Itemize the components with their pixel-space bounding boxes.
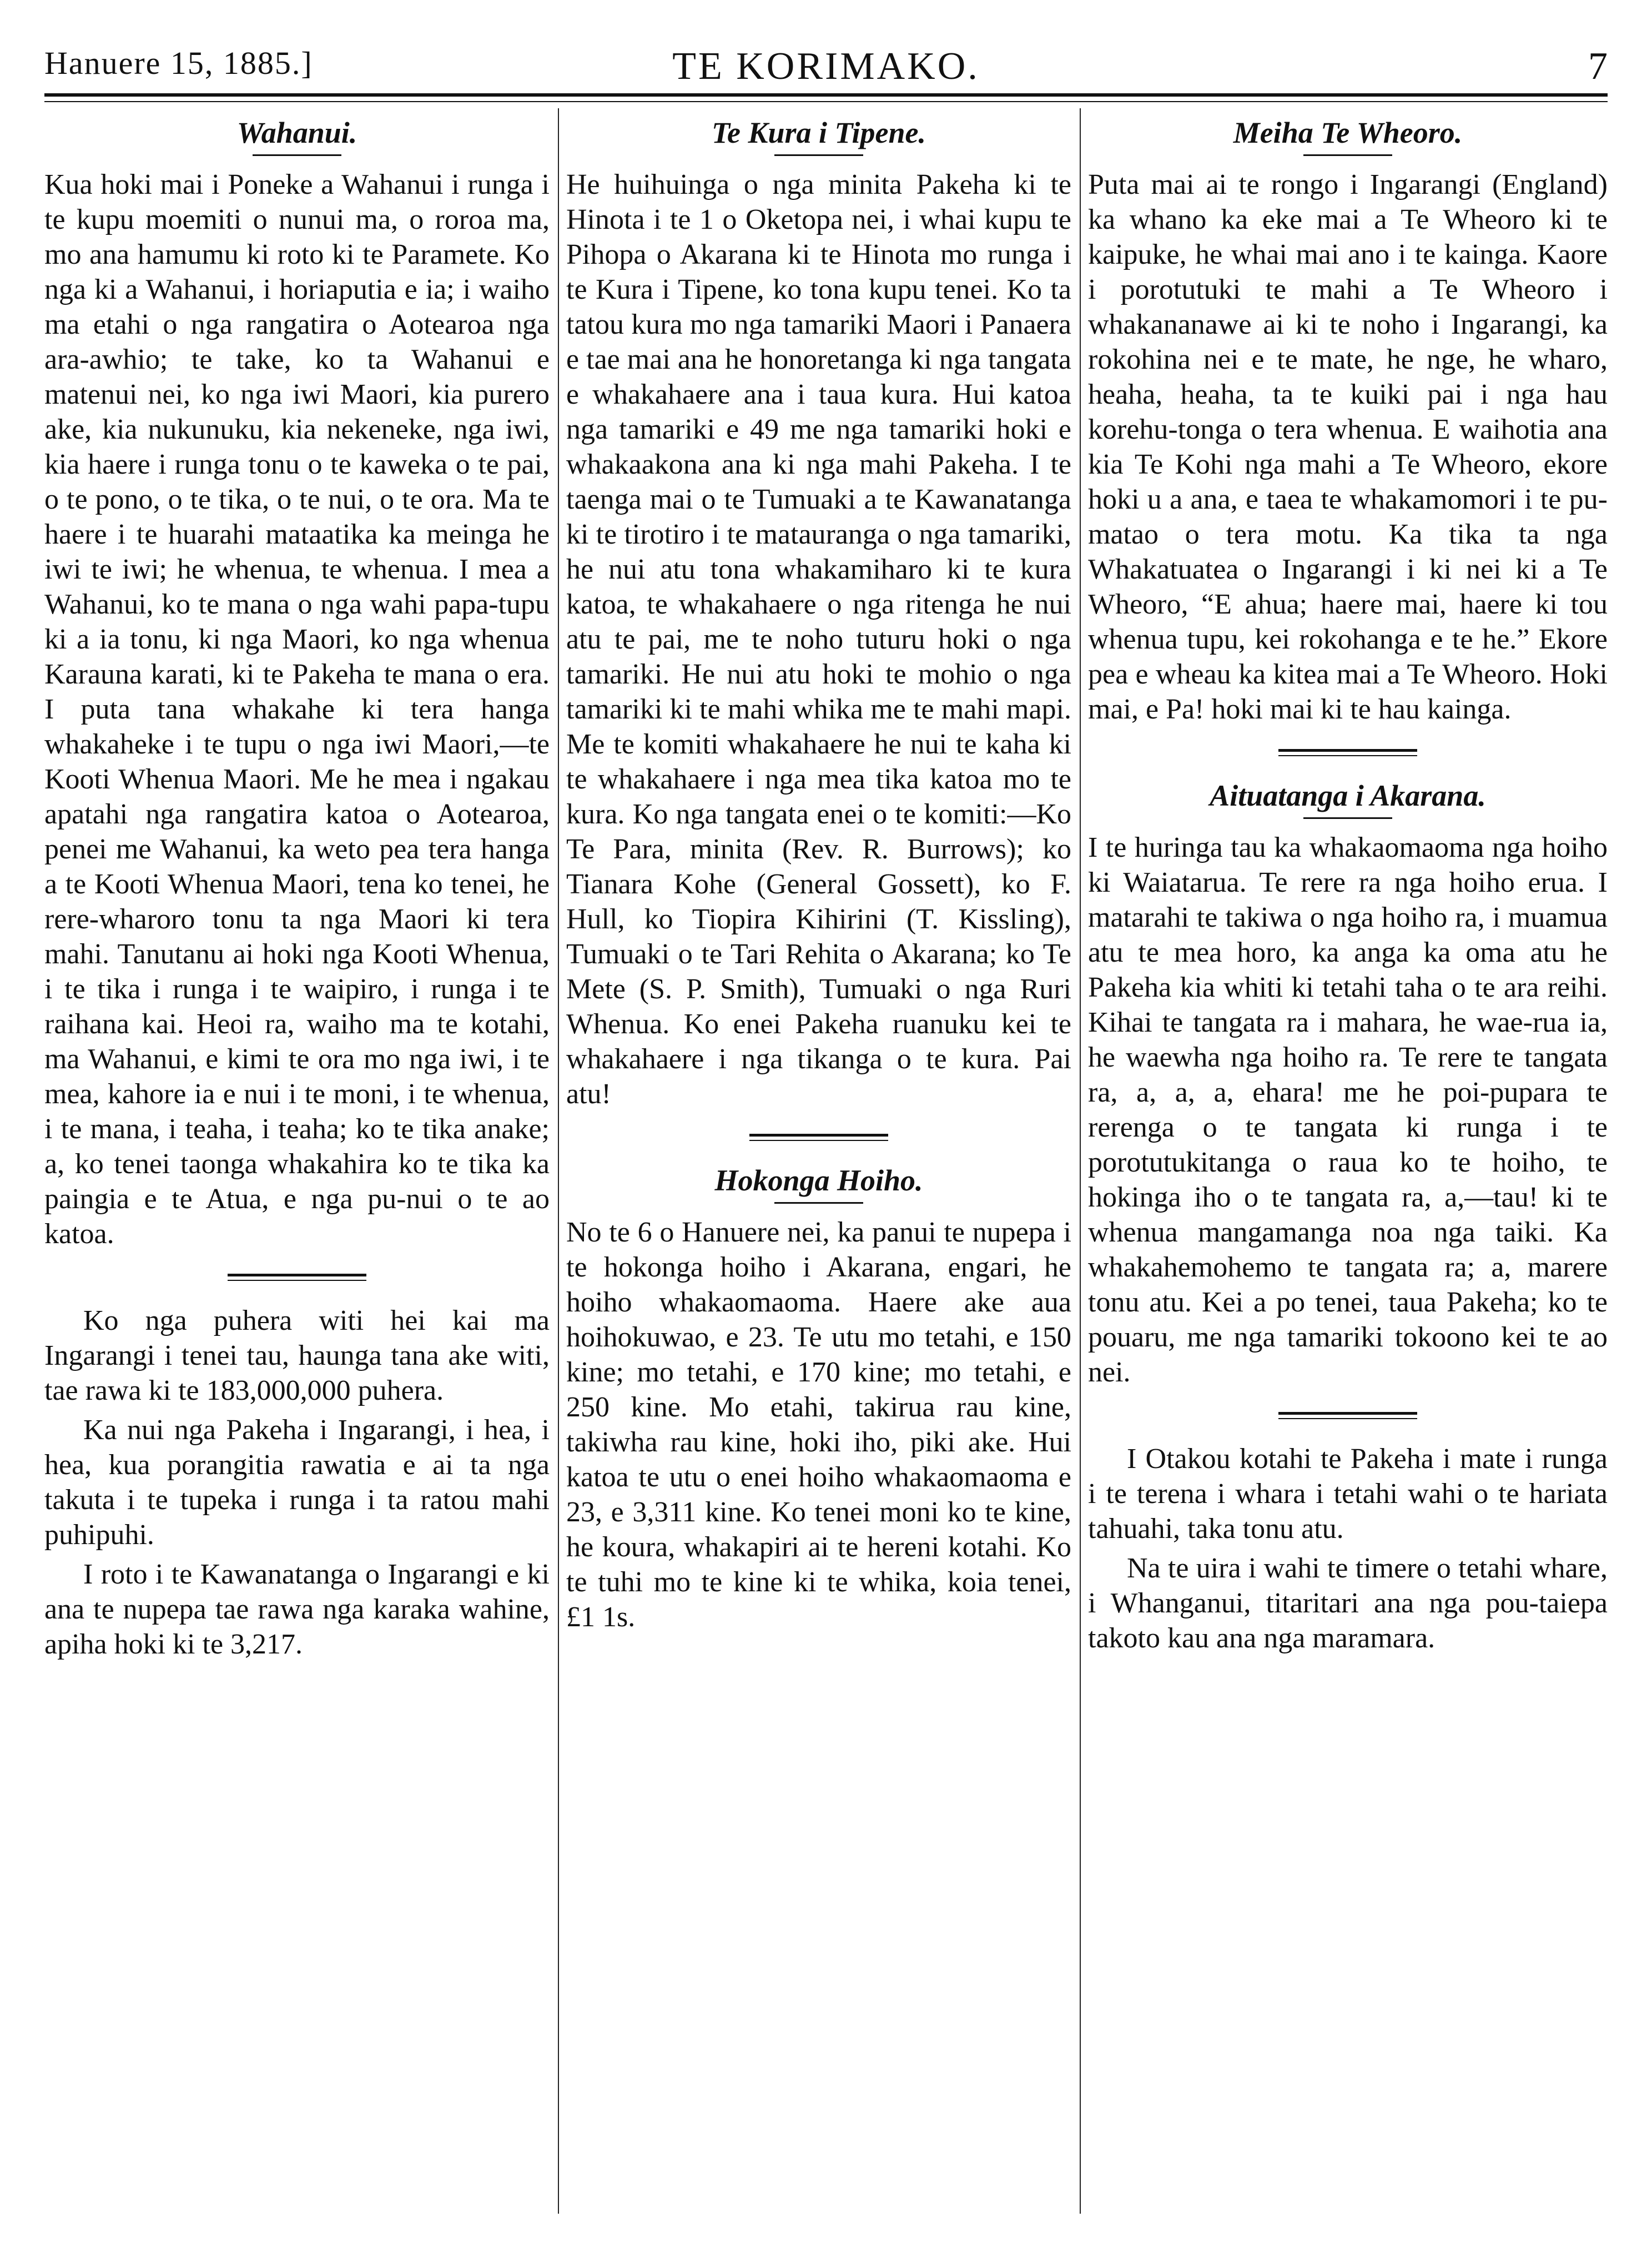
paragraph-tupeka: Ka nui nga Pakeha i Ingarangi, i hea, i hea, kua porangitia rawatia e ai ta nga takuta i te tupeka i runga i ta ratou mahi puhipuhi. bbox=[44, 1414, 550, 1551]
title-underline bbox=[1303, 817, 1392, 819]
header-rule-thin bbox=[44, 101, 1608, 102]
article-title-hoiho: Hokonga Hoiho. bbox=[714, 1164, 923, 1197]
paragraph-witi: Ko nga puhera witi hei kai ma Ingarangi i tenei tau, haunga tana ake witi, tae rawa ki te 183,000,000 puhera. bbox=[44, 1305, 550, 1406]
article-title-meiha: Meiha Te Wheoro. bbox=[1233, 116, 1463, 149]
paragraph-kawanatanga: I roto i te Kawanatanga o Ingarangi e ki ana te nupepa tae rawa nga karaka wahine, apiha hoki ki te 3,217. bbox=[44, 1559, 550, 1660]
title-underline bbox=[774, 154, 863, 156]
paragraph-whanganui: Na te uira i wahi te timere o tetahi whare, i Whanganui, titaritari ana nga pou-taiepa takoto kau ana nga maramara. bbox=[1088, 1552, 1608, 1654]
column-divider-1 bbox=[558, 108, 559, 2214]
title-underline bbox=[774, 1202, 863, 1204]
article-body-kura: He huihuinga o nga minita Pakeha ki te Hinota i te 1 o Oketopa nei, i whai kupu te Pihopa o Akarana ki te Hinota mo runga i te Kura i Tipene, ko tona kupu tenei. Ko ta tatou kura mo nga tamariki Maori i Panaera e tae mai ana he honoretanga ki nga tangata e whakahaere ana i taua kura. Hui katoa nga tamariki e 49 me nga tamariki hoki e whakaakona ana ki nga mahi Pakeha. I te taenga mai o te Tumuaki a te Kawanatanga ki te tirotiro i te matauranga o nga tamariki, he nui atu tona whakamiharo ki te kura katoa, te whakahaere o nga ritenga he nui atu te pai, me te noho tuturu hoki o nga tamariki. He nui atu hoki te mohio o nga tamariki ki te mahi whika me te mahi mapi. Me te komiti whakahaere he nui te kaha ki te whakahaere i nga mea tika katoa mo te kura. Ko nga tangata enei o te komiti:—Ko Te Para, minita (Rev. R. Burrows); ko Tianara Kohe (General Gossett), ko F. Hull, ko Tiopira Kihirini (T. Kissling), Tumuaki o te Tari Rehita o Akarana; ko Te Mete (S. P. Smith), Tumuaki o nga Ruri Whenua. Ko enei Pakeha ruanuku kei te whakahaere i nga tikanga o te kura. Pai atu! bbox=[566, 169, 1071, 1110]
article-body-wahanui: Kua hoki mai i Poneke a Wahanui i runga i te kupu moemiti o nunui ma, o roroa ma, mo ana hamumu ki roto ki te Paramete. Ko nga ki a Wahanui, i horiaputia e ia; i waiho ma etahi o nga rangatira o Aotearoa nga ara-awhio; te take, ko ta Wahanui e matenui nei, ko nga iwi Maori, kia purero ake, kia nukunuku, kia nekeneke, nga iwi, kia haere i runga tonu o te kaweka o te pai, o te pono, o te tika, o te nui, o te ora. Ma te haere i te huarahi mataatika ka meinga he iwi te iwi; he whenua, te whenua. I mea a Wahanui, ko te mana o nga wahi papa-tupu ki a ia tonu, ki nga Maori, ko nga whenua Karauna karati, ki te Pakeha te mana o era. I puta tana whakahe ki tera hanga whakaheke i te tupu o nga iwi Maori,—te Kooti Whenua Maori. Me he mea i ngakau apatahi nga rangatira katoa o Aotearoa, penei me Wahanui, ka weto pea tera hanga a te Kooti Whenua Maori, tena ko tenei, he rere-wharoro tonu ta nga Maori ki tera mahi. Tanutanu ai hoki nga Kooti Whenua, i te tika i runga i te waipiro, i runga i te raihana kai. Heoi ra, waiho ma te kotahi, ma Wahanui, e kimi te ora mo nga iwi, i te mea, kahore ia e nui i te moni, i te whenua, i te mana, i teaha, i teaha; ko te tika anake; a, ko tenei taonga whakahira ko te tika ka paingia e te Atua, e nga pu-nui o te ao katoa. bbox=[44, 169, 550, 1250]
header-date: Hanuere 15, 1885.] bbox=[44, 45, 313, 81]
paragraph-otakou: I Otakou kotahi te Pakeha i mate i runga i te terena i whara i tetahi wahi o te hariata tahuahi, taka tonu atu. bbox=[1088, 1443, 1608, 1545]
article-title-kura: Te Kura i Tipene. bbox=[711, 116, 926, 149]
article-body-aitua: I te huringa tau ka whakaomaoma nga hoiho ki Waiatarua. Te rere ra nga hoiho erua. I matarahi te takiwa o nga hoiho ra, i muamua atu te mea horo, ka anga ka oma atu he Pakeha kia whiti ki tetahi taha o te ara reihi. Kihai te tangata ra i mahara, he wae-rua ia, he waewha nga hoiho ra. Te rere te tangata ra, a, a, a, ehara! me he poi-pupara te rerenga o te tangata ki runga i te porotutukitanga o raua ko te hoiho, te hokinga iho o te tangata ra, a,—tau! ki te whenua mangamanga noa nga taiki. Ka whakahemohemo te tangata ra; a, marere tonu atu. Kei a po tenei, taua Pakeha; ko te pouaru, me nga tamariki tokoono kei te ao nei. bbox=[1088, 832, 1608, 1388]
article-body-meiha: Puta mai ai te rongo i Ingarangi (England) ka whano ka eke mai a Te Wheoro ki te kaipuke, he whai mai ano i te kainga. Kaore i porotutuki te mahi a Te Wheoro i whakananawe ai ki te noho i Ingarangi, ka rokohina nei e te mate, he nge, he wharo, heaha, heaha, ta te kuiki pai i nga hau korehu-tonga o tera whenua. E waihotia ana kia Te Kohi nga mahi a Te Wheoro, ekore hoki u a ana, e taea te whakamomori i te pu-matao o tera motu. Ka tika ta nga Whakatuatea o Ingarangi i ki nei ki a Te Wheoro, “E ahua; haere mai, haere ki tou whenua tupu, kei rokohanga e te he.” Ekore pea e wheau ka kitea mai a Te Wheoro. Hoki mai, e Pa! hoki mai ki te hau kainga. bbox=[1088, 169, 1608, 725]
header-rule-thick bbox=[44, 93, 1608, 97]
column-2 bbox=[566, 111, 1071, 2214]
column-divider-2 bbox=[1080, 108, 1081, 2214]
section-separator bbox=[228, 1274, 366, 1281]
article-title-wahanui: Wahanui. bbox=[236, 116, 357, 149]
newspaper-title: TE KORIMAKO. bbox=[672, 45, 980, 88]
title-underline bbox=[1303, 154, 1392, 156]
section-separator bbox=[749, 1134, 888, 1141]
column-1 bbox=[44, 111, 550, 2214]
section-separator bbox=[1278, 1412, 1417, 1419]
section-separator bbox=[1278, 749, 1417, 756]
page-header bbox=[44, 44, 1608, 100]
page-number: 7 bbox=[1588, 45, 1608, 88]
title-underline bbox=[253, 154, 341, 156]
column-3 bbox=[1088, 111, 1608, 2214]
article-body-hoiho: No te 6 o Hanuere nei, ka panui te nupepa i te hokonga hoiho i Akarana, engari, he hoiho whakaomaoma. Haere ake aua hoihokuwao, e 23. Te utu mo tetahi, e 150 kine; mo tetahi, e 170 kine; mo tetahi, e 250 kine. Mo etahi, takirua rau kine, takiwha rau kine, hoki iho, piki ake. Hui katoa te utu o enei hoiho whakaomaoma e 23, e 3,311 kine. Ko tenei moni ko te kine, he koura, whakapiri ai te hereni kotahi. Ko te tuhi mo te kine ki te whika, koia tenei, £1 1s. bbox=[566, 1217, 1071, 1633]
article-title-aitua: Aituatanga i Akarana. bbox=[1210, 779, 1486, 812]
